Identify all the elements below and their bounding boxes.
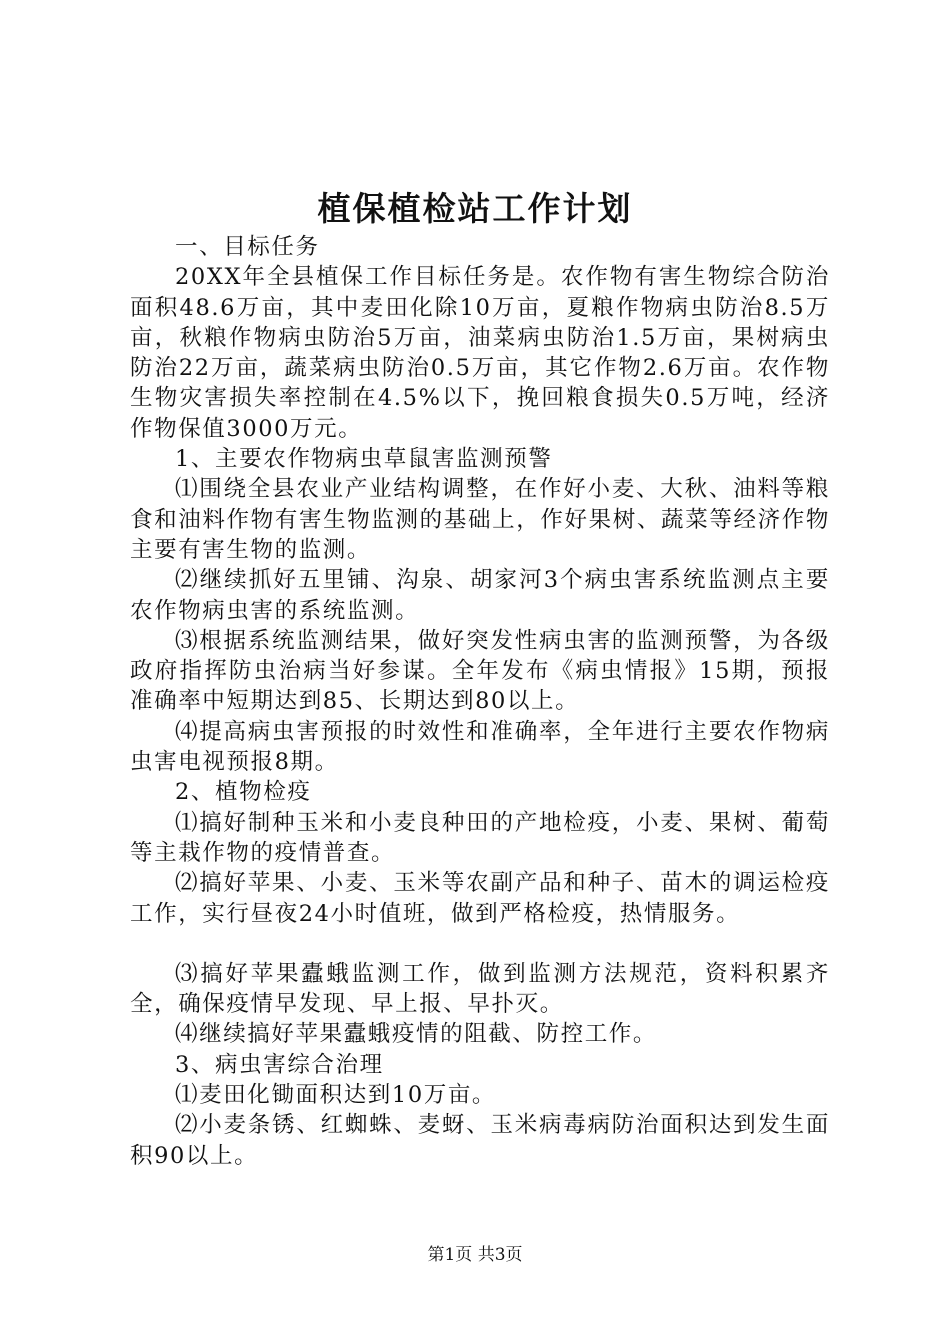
list-item: ⑵小麦条锈、红蜘蛛、麦蚜、玉米病毒病防治面积达到发生面积90以上。 [130, 1112, 830, 1169]
section-heading: 一、目标任务 [175, 234, 320, 260]
subsection-heading: 2、植物检疫 [175, 779, 312, 806]
list-item: ⑴麦田化锄面积达到10万亩。 [175, 1082, 497, 1109]
list-item: ⑴围绕全县农业产业结构调整，在作好小麦、大秋、油料等粮食和油料作物有害生物监测的基础上，作好果树、蔬菜等经济作物主要有害生物的监测。 [130, 476, 830, 563]
page-footer: 第1页 共3页 [427, 1245, 523, 1265]
subsection-heading: 3、病虫害综合治理 [175, 1051, 384, 1078]
document-body [130, 232, 830, 1171]
subsection-heading: 1、主要农作物病虫草鼠害监测预警 [175, 446, 553, 473]
list-item: ⑵继续抓好五里铺、沟泉、胡家河3个病虫害系统监测点主要农作物病虫害的系统监测。 [130, 567, 830, 624]
list-item: ⑷提高病虫害预报的时效性和准确率，全年进行主要农作物病虫害电视预报8期。 [130, 718, 830, 776]
list-item: ⑶搞好苹果蠹蛾监测工作，做到监测方法规范，资料积累齐全，确保疫情早发现、早上报、早扑灭。 [130, 960, 830, 1018]
list-item: ⑵搞好苹果、小麦、玉米等农副产品和种子、苗木的调运检疫工作，实行昼夜24小时值班，做到严格检疫，热情服务。 [130, 870, 830, 927]
list-item: ⑶根据系统监测结果，做好突发性病虫害的监测预警，为各级政府指挥防虫治病当好参谋。全年发布《病虫情报》15期，预报准确率中短期达到85、长期达到80以上。 [130, 627, 830, 715]
paragraph: 20XX年全县植保工作目标任务是。农作物有害生物综合防治面积48.6万亩，其中麦田化除10万亩，夏粮作物病虫防治8.5万亩，秋粮作物病虫防治5万亩，油菜病虫防治1.5万亩，果树病虫防治22万亩，蔬菜病虫防治0.5万亩，其它作物2.6万亩。农作物生物灾害损失率控制在4.5%以下，挽回粮食损失0.5万吨，经济作物保值3000万元。 [130, 264, 830, 442]
list-item: ⑷继续搞好苹果蠹蛾疫情的阻截、防控工作。 [175, 1021, 658, 1048]
document-title: 植保植检站工作计划 [317, 189, 633, 228]
list-item: ⑴搞好制种玉米和小麦良种田的产地检疫，小麦、果树、葡萄等主栽作物的疫情普查。 [130, 809, 830, 866]
